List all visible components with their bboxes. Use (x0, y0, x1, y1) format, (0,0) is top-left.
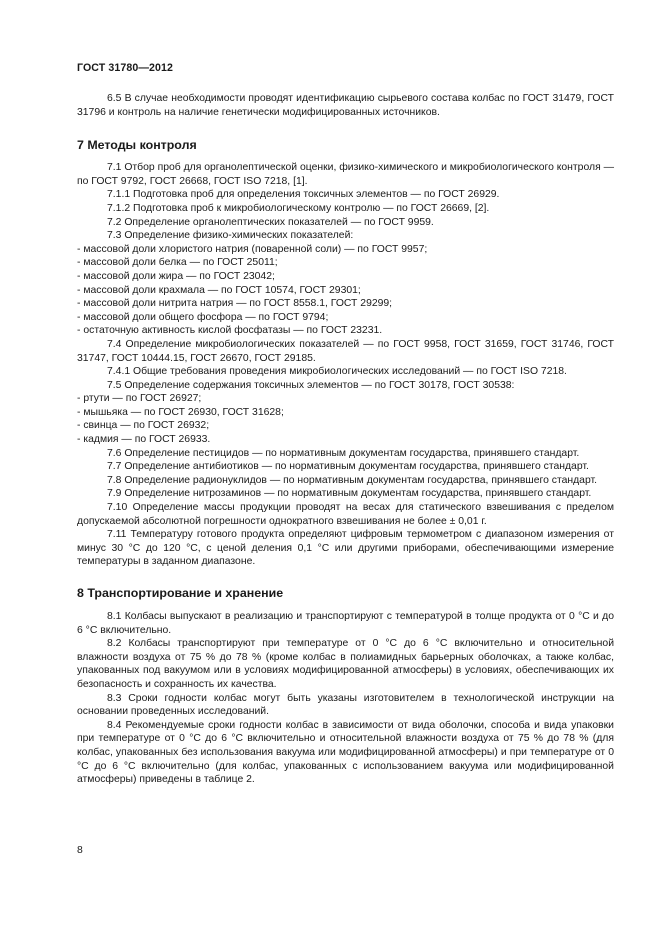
document-header: ГОСТ 31780—2012 (77, 62, 174, 74)
paragraph: 8.2 Колбасы транспортируют при температуре от 0 °С до 6 °С включительно и относительной влажности воздуха от 75 % до 78 % (кроме колбас в полиамидных барьерных оболочках, а также колбас, упакованных под вакуумом или в условиях модифицированной атмосферы) в условиях, обеспечивающих их безопасность и сохранность их качества. (77, 638, 614, 690)
paragraph: 7.4.1 Общие требования проведения микробиологических исследований — по ГОСТ ISO 7218. (107, 366, 567, 378)
paragraph: 7.10 Определение массы продукции проводят на весах для статического взвешивания с пределом допускаемой абсолютной погрешности однократного взвешивания не более ± 0,01 г. (77, 502, 614, 527)
list-item: - массовой доли крахмала — по ГОСТ 10574, ГОСТ 29301; (77, 284, 361, 296)
paragraph: 8.1 Колбасы выпускают в реализацию и транспортируют с температурой в толще продукта от 0 °С и до 6 °С включительно. (77, 611, 614, 636)
paragraph: 8.3 Сроки годности колбас могут быть указаны изготовителем в технологической инструкции на основании проведенных исследований. (77, 692, 614, 718)
paragraph: 7.1.2 Подготовка проб к микробиологическому контролю — по ГОСТ 26669, [2]. (107, 202, 490, 214)
list-item: - массовой доли общего фосфора — по ГОСТ 9794; (77, 311, 329, 323)
document-body (77, 92, 614, 787)
paragraph: 7.11 Температуру готового продукта определяют цифровым термометром с диапазоном измерения от минус 30 °С до 120 °С, с ценой деления 0,1 °С или другими приборами, обеспечивающими измерение температуры в заданном диапазоне. (77, 529, 614, 568)
page-number: 8 (77, 845, 83, 856)
paragraph: 7.4 Определение микробиологических показателей — по ГОСТ 9958, ГОСТ 31659, ГОСТ 31746, ГОСТ 31747, ГОСТ 10444.15, ГОСТ 26670, ГОСТ 29185. (77, 338, 614, 364)
paragraph: 7.6 Определение пестицидов — по нормативным документам государства, принявшего стандарт. (107, 447, 580, 459)
list-item: - свинца — по ГОСТ 26932; (77, 420, 210, 432)
paragraph: 7.5 Определение содержания токсичных элементов — по ГОСТ 30178, ГОСТ 30538: (107, 379, 515, 391)
list-item: - массовой доли жира — по ГОСТ 23042; (77, 270, 275, 282)
paragraph: 7.3 Определение физико-химических показателей: (107, 230, 354, 242)
paragraph: 7.8 Определение радионуклидов — по нормативным документам государства, принявшего стандарт. (107, 474, 597, 486)
list-item: - остаточную активность кислой фосфатазы — по ГОСТ 23231. (77, 325, 383, 337)
paragraph: 8.4 Рекомендуемые сроки годности колбас в зависимости от вида оболочки, способа и вида упаковки при температуре от 0 °С до 6 °С включительно и относительной влажности воздуха от 75 % до 78 % (для колбас, упакованных без использования вакуума или модифицированной атмосферы) и при температуре от 0 °С до 6 °С включительно (для колбас, упакованных с использованием вакуума или модифицированной атмосферы) приведены в таблице 2. (77, 719, 614, 786)
list-item: - массовой доли белка — по ГОСТ 25011; (77, 257, 278, 269)
paragraph: 7.7 Определение антибиотиков — по нормативным документам государства, принявшего стандарт. (107, 461, 589, 473)
list-item: - ртути — по ГОСТ 26927; (77, 393, 202, 405)
paragraph: 7.9 Определение нитрозаминов — по нормативным документам государства, принявшего стандарт. (107, 488, 592, 500)
section-heading: 8 Транспортирование и хранение (77, 586, 284, 600)
paragraph: 7.2 Определение органолептических показателей — по ГОСТ 9959. (107, 216, 434, 228)
list-item: - мышьяка — по ГОСТ 26930, ГОСТ 31628; (77, 406, 284, 418)
paragraph: 7.1.1 Подготовка проб для определения токсичных элементов — по ГОСТ 26929. (107, 189, 500, 201)
paragraph: 6.5 В случае необходимости проводят идентификацию сырьевого состава колбас по ГОСТ 31479, ГОСТ 31796 и контроль на наличие генетически модифицированных источников. (77, 93, 614, 118)
list-item: - массовой доли нитрита натрия — по ГОСТ 8558.1, ГОСТ 29299; (77, 298, 393, 310)
list-item: - массовой доли хлористого натрия (поваренной соли) — по ГОСТ 9957; (77, 243, 428, 255)
list-item: - кадмия — по ГОСТ 26933. (77, 434, 211, 446)
section-heading: 7 Методы контроля (77, 138, 197, 153)
paragraph: 7.1 Отбор проб для органолептической оценки, физико-химического и микробиологического контроля — по ГОСТ 9792, ГОСТ 26668, ГОСТ ISO 7218, [1]. (77, 162, 614, 187)
